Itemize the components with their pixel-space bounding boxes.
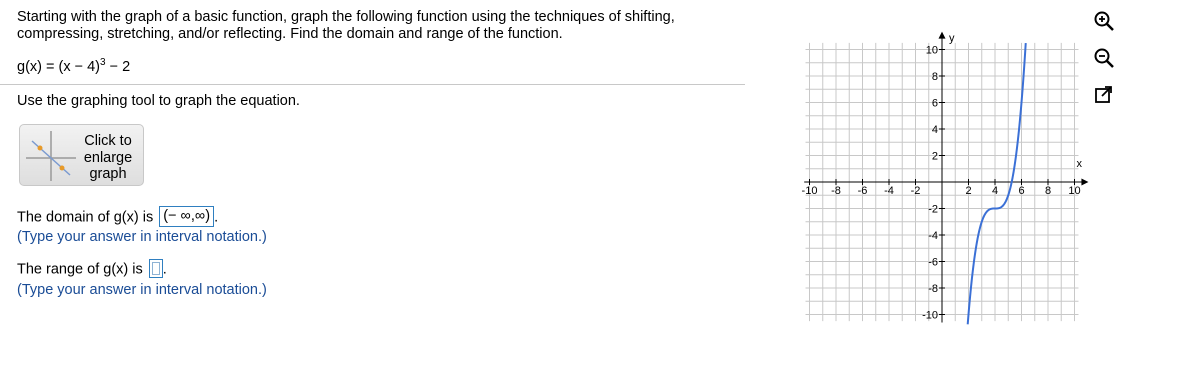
domain-question <box>17 207 218 228</box>
zoom-in-button[interactable] <box>1093 10 1115 32</box>
x-tick-label: 10 <box>1068 185 1081 197</box>
range-hint: (Type your answer in interval notation.) <box>17 282 267 298</box>
y-axis-label: y <box>949 32 955 45</box>
range-suffix: . <box>162 261 167 278</box>
graph-tick-labels <box>802 45 1081 322</box>
x-tick-label: -4 <box>884 185 894 197</box>
y-tick-label: -8 <box>928 283 938 295</box>
popout-button[interactable] <box>1093 84 1115 106</box>
y-tick-label: -2 <box>928 203 938 216</box>
zoom-out-icon <box>1093 47 1115 69</box>
enlarge-graph-label: Click to enlarge graph <box>83 133 133 182</box>
range-question <box>17 260 167 279</box>
function-curve <box>968 43 1026 324</box>
domain-suffix: . <box>214 209 219 226</box>
y-tick-label: -10 <box>922 309 938 322</box>
graphing-tool[interactable] <box>745 0 1090 373</box>
y-tick-label: 10 <box>925 44 938 57</box>
graph-canvas[interactable] <box>745 0 1090 373</box>
range-answer-value <box>152 262 160 275</box>
y-tick-label: -4 <box>928 230 938 242</box>
x-tick-label: 2 <box>965 185 972 197</box>
x-tick-label: -10 <box>801 185 818 197</box>
range-answer-field[interactable] <box>149 259 163 278</box>
graph-thumbnail-icon <box>26 131 76 181</box>
enlarge-graph-button[interactable] <box>19 124 144 186</box>
x-tick-label: 8 <box>1044 185 1052 197</box>
x-tick-label: 4 <box>991 185 999 197</box>
zoom-in-icon <box>1093 10 1115 32</box>
y-tick-label: 2 <box>931 150 938 163</box>
zoom-out-button[interactable] <box>1093 47 1115 69</box>
domain-prefix: The domain of g(x) is <box>17 209 158 226</box>
x-tick-label: 6 <box>1018 185 1025 197</box>
x-tick-label: -6 <box>857 185 868 197</box>
x-tick-label: -2 <box>910 185 921 197</box>
domain-answer-field[interactable]: (− ∞,∞) <box>159 206 214 227</box>
domain-hint: (Type your answer in interval notation.) <box>17 229 267 245</box>
function-equation <box>17 59 130 75</box>
equation-exponent: 3 <box>100 57 106 68</box>
graph-instruction: Use the graphing tool to graph the equation. <box>17 93 300 109</box>
equation-shift: − 2 <box>105 59 131 75</box>
popout-icon <box>1093 84 1115 106</box>
x-tick-label: -8 <box>831 185 841 197</box>
x-axis-label: x <box>1076 158 1082 170</box>
x-axis-arrow <box>1081 179 1088 186</box>
y-tick-label: 6 <box>931 97 938 110</box>
y-tick-label: -6 <box>928 256 938 269</box>
y-tick-label: 4 <box>931 124 938 136</box>
y-axis-arrow <box>939 32 946 39</box>
equation-base: g(x) = (x − 4) <box>17 59 100 75</box>
y-tick-label: 8 <box>931 71 938 83</box>
graph-axes <box>801 32 1088 323</box>
question-prompt: Starting with the graph of a basic function, graph the following function using the techniques of shifting, compressing, stretching, and/or reflecting. Find the domain and range of the function. <box>17 9 675 42</box>
divider <box>0 84 745 85</box>
range-prefix: The range of g(x) is <box>17 261 147 278</box>
